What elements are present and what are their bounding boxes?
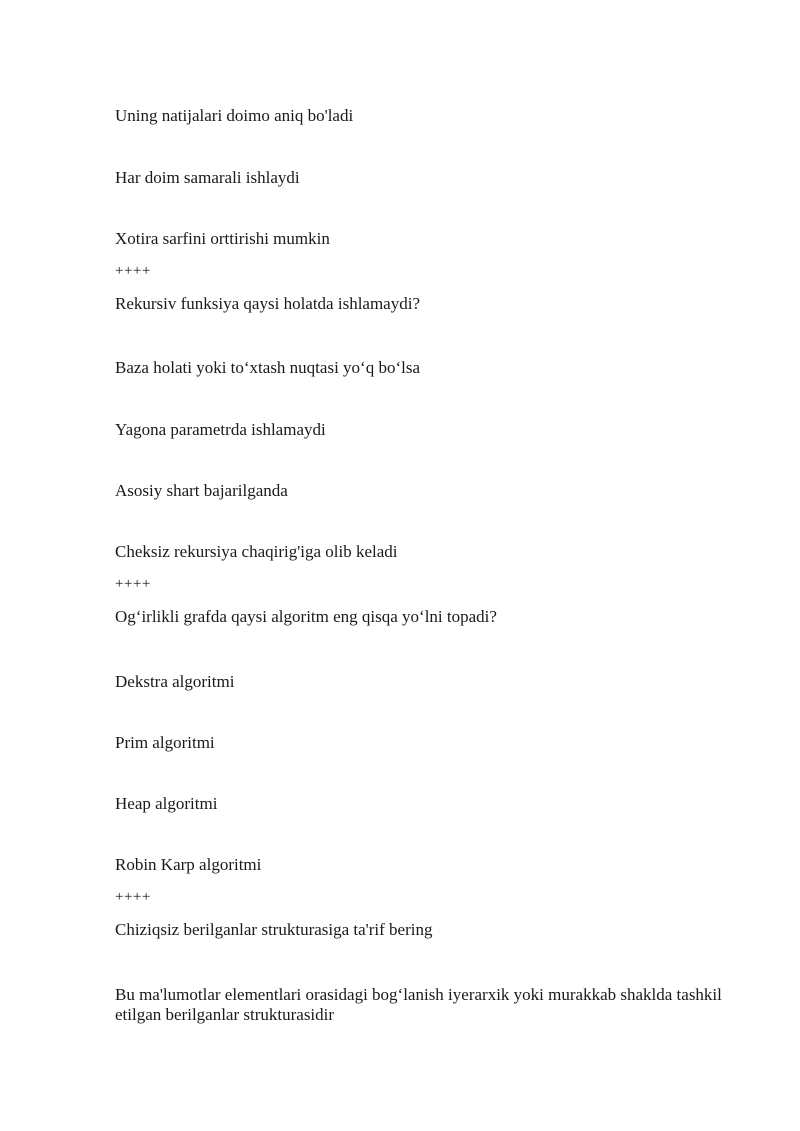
answer-option: Bu ma'lumotlar elementlari orasidagi bog‘lanish iyerarxik yoki murakkab shaklda tashkil etilgan berilganlar strukturasidir <box>115 985 722 1024</box>
question-text: Og‘irlikli grafda qaysi algoritm eng qisqa yo‘lni topadi? <box>115 607 497 626</box>
answer-option: Cheksiz rekursiya chaqirig'iga olib keladi <box>115 542 398 561</box>
answer-option: Xotira sarfini orttirishi mumkin <box>115 229 330 248</box>
question-text: Chiziqsiz berilganlar strukturasiga ta'rif bering <box>115 920 433 939</box>
answer-option: Har doim samarali ishlaydi <box>115 168 300 187</box>
answer-option: Asosiy shart bajarilganda <box>115 481 288 500</box>
question-text: Rekursiv funksiya qaysi holatda ishlamaydi? <box>115 294 420 313</box>
answer-option: Baza holati yoki to‘xtash nuqtasi yo‘q bo‘lsa <box>115 358 420 377</box>
question-separator: ++++ <box>115 576 151 592</box>
answer-option: Robin Karp algoritmi <box>115 855 262 874</box>
answer-option: Yagona parametrda ishlamaydi <box>115 420 326 439</box>
question-separator: ++++ <box>115 263 151 279</box>
answer-option: Heap algoritmi <box>115 794 218 813</box>
answer-option: Prim algoritmi <box>115 733 215 752</box>
question-separator: ++++ <box>115 889 151 905</box>
answer-option: Uning natijalari doimo aniq bo'ladi <box>115 106 354 125</box>
answer-option: Dekstra algoritmi <box>115 672 235 691</box>
